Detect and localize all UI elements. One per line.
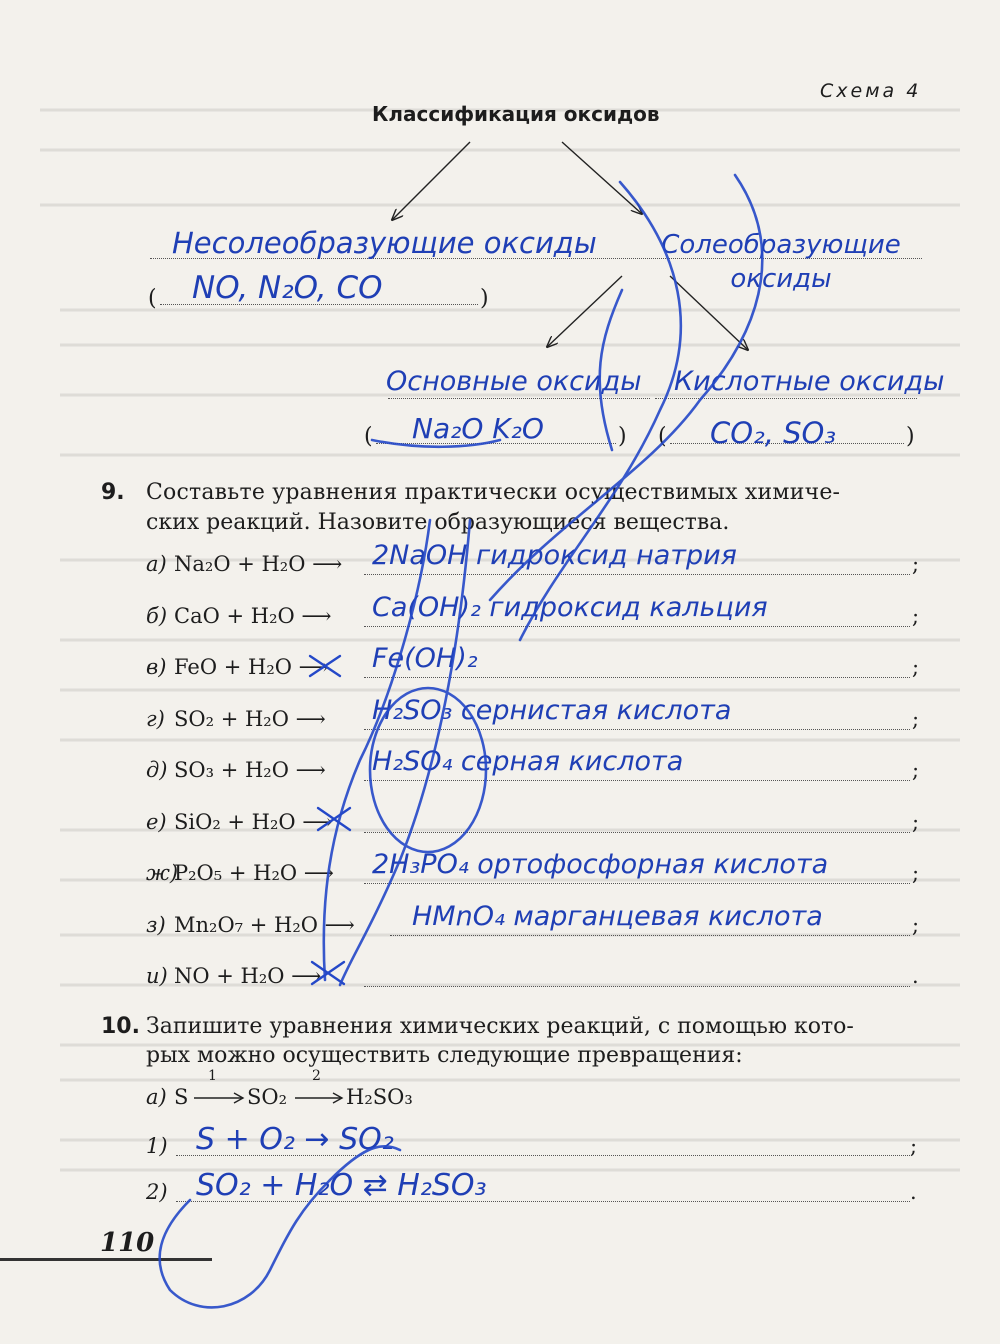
item-equation: P₂O₅ + H₂O ⟶ bbox=[174, 861, 334, 885]
item-letter: б) bbox=[146, 604, 168, 628]
answer-line bbox=[364, 677, 910, 678]
paren-open: ( bbox=[364, 424, 373, 449]
item-equation: SO₃ + H₂O ⟶ bbox=[174, 758, 326, 782]
item-letter: а) bbox=[146, 552, 167, 576]
item-letter: д) bbox=[146, 758, 168, 782]
task10-number: 10. bbox=[101, 1014, 140, 1039]
answer-basic-oxides: Основные оксиды bbox=[386, 366, 642, 397]
scheme-label: Схема 4 bbox=[820, 80, 922, 102]
task10-text-line1: Запишите уравнения химических реакций, с помощью кото- bbox=[146, 1014, 854, 1039]
answer-line bbox=[390, 935, 910, 936]
page-number: 110 bbox=[100, 1228, 155, 1258]
answer-line bbox=[364, 986, 910, 987]
answer-line bbox=[364, 883, 910, 884]
paren-open: ( bbox=[148, 286, 157, 311]
line-number: 2) bbox=[146, 1180, 168, 1204]
item-end: ; bbox=[912, 758, 920, 782]
item-answer-handwriting: Ca(OH)₂ гидроксид кальция bbox=[372, 592, 768, 623]
item-end: . bbox=[912, 964, 919, 988]
line-acidic-oxides bbox=[655, 398, 917, 399]
item-answer-handwriting: H₂SO₄ серная кислота bbox=[372, 746, 684, 777]
item-answer-handwriting: Fe(OH)₂ bbox=[372, 643, 478, 674]
answer-handwriting: SO₂ + H₂O ⇄ H₂SO₃ bbox=[196, 1168, 487, 1203]
item-letter: ж) bbox=[146, 861, 179, 885]
answer-acidic-oxides: Кислотные оксиды bbox=[674, 366, 945, 397]
item-end: ; bbox=[912, 707, 920, 731]
item-end: ; bbox=[912, 655, 920, 679]
item-answer-handwriting: H₂SO₃ сернистая кислота bbox=[372, 695, 732, 726]
item-answer-handwriting: 2NaOH гидроксид натрия bbox=[372, 540, 737, 571]
task9-text-line2: ских реакций. Назовите образующиеся вещества. bbox=[146, 510, 730, 535]
paren-open: ( bbox=[658, 424, 667, 449]
item-end: ; bbox=[912, 552, 920, 576]
paren-close: ) bbox=[480, 286, 489, 311]
item-letter: з) bbox=[146, 913, 166, 937]
task10-text-line2: рых можно осуществить следующие превращения: bbox=[146, 1043, 743, 1068]
line-number: 1) bbox=[146, 1134, 168, 1158]
item-equation: Na₂O + H₂O ⟶ bbox=[174, 552, 343, 576]
line-end: ; bbox=[910, 1134, 918, 1158]
item-equation: SiO₂ + H₂O ⟶ bbox=[174, 810, 333, 834]
item-equation: CaO + H₂O ⟶ bbox=[174, 604, 332, 628]
answer-line bbox=[364, 832, 910, 833]
item-letter: е) bbox=[146, 810, 167, 834]
item-equation: NO + H₂O ⟶ bbox=[174, 964, 322, 988]
item-answer-handwriting: HMnO₄ марганцевая кислота bbox=[412, 901, 823, 932]
item-letter: и) bbox=[146, 964, 168, 988]
answer-line bbox=[364, 574, 910, 575]
chain-start: S bbox=[174, 1085, 189, 1109]
paren-close: ) bbox=[906, 424, 915, 449]
task9-number: 9. bbox=[101, 480, 125, 505]
answer-non-salt-oxides: Несолеобразующие оксиды bbox=[172, 226, 597, 260]
item-letter: в) bbox=[146, 655, 167, 679]
item-equation: SO₂ + H₂O ⟶ bbox=[174, 707, 326, 731]
chain-end: H₂SO₃ bbox=[346, 1085, 413, 1109]
paren-close: ) bbox=[618, 424, 627, 449]
chain-middle: SO₂ bbox=[247, 1085, 288, 1109]
task9-text-line1: Составьте уравнения практически осуществимых химиче- bbox=[146, 480, 841, 505]
item-equation: Mn₂O₇ + H₂O ⟶ bbox=[174, 913, 355, 937]
answer-salt-oxides: Солеобразующие оксиды bbox=[661, 230, 901, 294]
answer-handwriting: S + O₂ → SO₂ bbox=[196, 1122, 394, 1157]
answer-acidic-example: CO₂, SO₃ bbox=[710, 416, 836, 450]
chain-step2: 2 bbox=[312, 1068, 321, 1084]
page-number-rule bbox=[0, 1258, 212, 1261]
answer-line bbox=[364, 626, 910, 627]
item-letter: г) bbox=[146, 707, 165, 731]
line-basic-oxides bbox=[388, 398, 650, 399]
chain-letter: а) bbox=[146, 1085, 167, 1109]
item-equation: FeO + H₂O ⟶ bbox=[174, 655, 329, 679]
item-answer-handwriting: 2H₃PO₄ ортофосфорная кислота bbox=[372, 849, 829, 880]
item-end: ; bbox=[912, 604, 920, 628]
answer-line bbox=[364, 729, 910, 730]
answer-basic-example: Na₂O K₂O bbox=[412, 412, 544, 445]
item-end: ; bbox=[912, 913, 920, 937]
page-title: Классификация оксидов bbox=[372, 102, 660, 126]
item-end: ; bbox=[912, 810, 920, 834]
answer-non-salt-example: NO, N₂O, CO bbox=[192, 270, 383, 306]
item-end: ; bbox=[912, 861, 920, 885]
chain-step1: 1 bbox=[208, 1068, 217, 1084]
line-end: . bbox=[910, 1180, 917, 1204]
answer-line bbox=[364, 780, 910, 781]
